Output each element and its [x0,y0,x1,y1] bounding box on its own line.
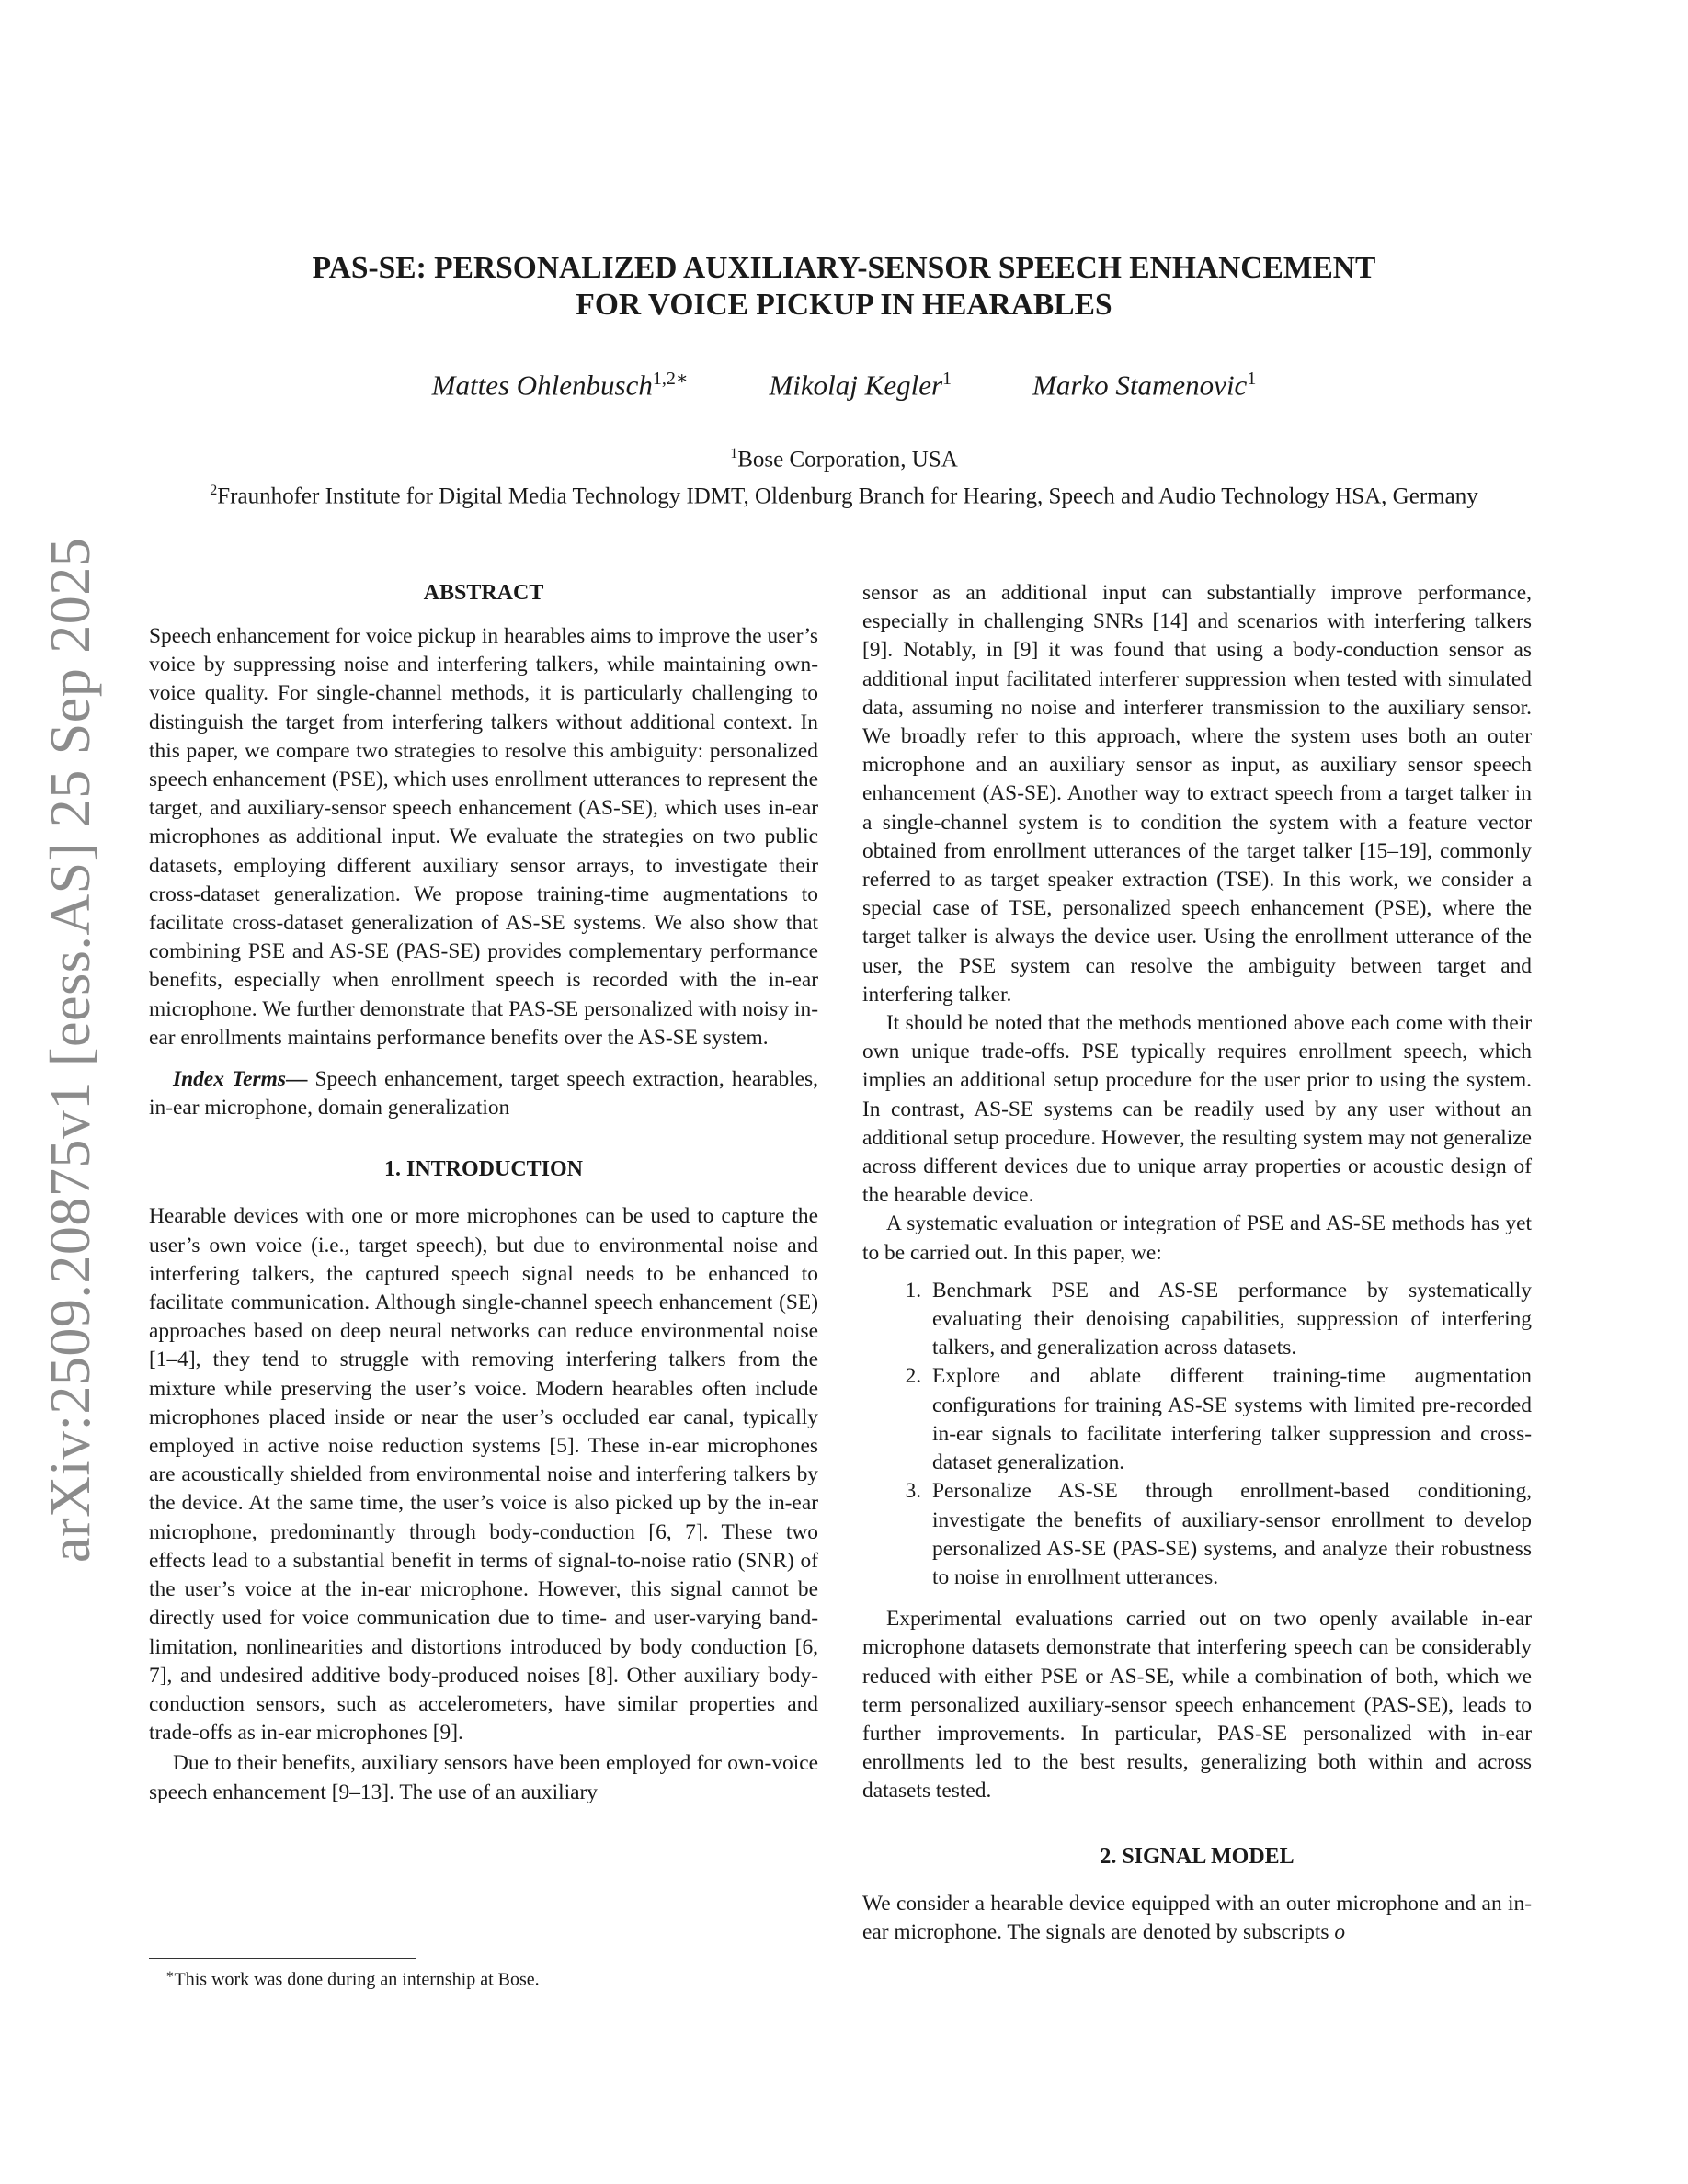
title-line-1: PAS-SE: PERSONALIZED AUXILIARY-SENSOR SPEECH ENHANCEMENT [312,251,1376,285]
list-item: 2. Explore and ablate different training-time augmentation configurations for training AS-SE systems with limited pre-recorded in-ear signals to facilitate interfering talker suppression and cross-dataset generalization. [927,1362,1532,1477]
list-item: 1. Benchmark PSE and AS-SE performance by systematically evaluating their denoising capabilities, suppression of interfering talkers, and generalization across datasets. [927,1277,1532,1363]
author: Mattes Ohlenbusch$^{1,2∗}$ [431,369,689,402]
footnote: ∗This work was done during an internship at Bose. [165,1968,540,1990]
right-column [862,579,1532,1947]
signal-model-heading: 2. SIGNAL MODEL [1100,1844,1295,1869]
affiliation-2: $^2$Fraunhofer Institute for Digital Media Technology IDMT, Oldenburg Branch for Hearing, Speech and Audio Technology HSA, Germany [210,483,1478,509]
left-column [149,579,818,1807]
author-list [165,360,1523,404]
abstract-text: Speech enhancement for voice pickup in hearables aims to improve the user’s voice by suppressing noise and interfering talkers, while maintaining own-voice quality. For single-channel methods, it is particularly challenging to distinguish the target from interfering talkers without additional context. In this paper, we compare two strategies to resolve this ambiguity: personalized speech enhancement (PSE), which uses enrollment utterances to represent the target, and auxiliary-sensor speech enhancement (AS-SE), which uses in-ear microphones as additional input. We evaluate the strategies on two public datasets, employing different auxiliary sensor arrays, to investigate their cross-dataset generalization. We propose training-time augmentations to facilitate cross-dataset generalization of AS-SE systems. We also show that combining PSE and AS-SE (PAS-SE) provides complementary performance benefits, especially when enrollment speech is recorded with the in-ear microphone. We further demonstrate that PAS-SE personalized with noisy in-ear enrollments maintains performance benefits over the AS-SE system. [149,624,818,1050]
affiliation-1: $^1$Bose Corporation, USA [730,446,958,472]
paper-title [165,250,1523,324]
author: Marko Stamenovic$^1$ [1032,369,1257,402]
list-item: 3. Personalize AS-SE through enrollment-based conditioning, investigate the benefits of auxiliary-sensor enrollment to develop personalized AS-SE (PAS-SE) systems, and analyze their robustness to noise in enrollment utterances. [927,1477,1532,1592]
abstract-heading: ABSTRACT [423,581,544,605]
author: Mikolaj Kegler$^1$ [769,369,952,402]
footnote-rule [149,1958,416,1959]
intro-paragraph-4: It should be noted that the methods mentioned above each come with their own unique trade-offs. PSE typically requires enrollment speech, which implies an additional setup procedure for the user prior to using the system. In contrast, AS-SE systems can be readily used by any user without an additional setup procedure. However, the resulting system may not generalize across different devices due to unique array properties or acoustic design of the hearable device. [862,1011,1532,1208]
intro-paragraph-5: A systematic evaluation or integration of PSE and AS-SE methods has yet to be carried out. In this paper, we: [862,1211,1532,1265]
signal-model-text: We consider a hearable device equipped with an outer microphone and an in-ear microphone. The signals are denoted by subscripts o [862,1891,1532,1944]
index-terms: Index Terms— Speech enhancement, target speech extraction, hearables, in-ear microphone, domain generalization [149,1067,818,1120]
intro-paragraph-6: Experimental evaluations carried out on two openly available in-ear microphone datasets demonstrate that interfering speech can be considerably reduced with either PSE or AS-SE, while a combination of both, which we term personalized auxiliary-sensor speech enhancement (PAS-SE), leads to further improvements. In particular, PAS-SE personalized with in-ear enrollments led to the best results, generalizing both within and across datasets tested. [862,1607,1532,1803]
intro-heading: 1. INTRODUCTION [383,1157,584,1182]
title-line-2: FOR VOICE PICKUP IN HEARABLES [576,288,1112,322]
contribution-list [862,1277,1532,1592]
arxiv-stamp: arXiv:2509.20875v1 [eess.AS] 25 Sep 2025 [40,537,102,1563]
intro-paragraph-1: Hearable devices with one or more microphones can be used to capture the user’s own voice (i.e., target speech), but due to environmental noise and interfering talkers, the captured speech signal needs to be enhanced to facilitate communication. Although single-channel speech enhancement (SE) approaches based on deep neural networks can reduce environmental noise [1–4], they tend to struggle with removing interfering talkers from the mixture while preserving the user’s voice. Modern hearables often include microphones placed inside or near the user’s occluded ear canal, typically employed in active noise reduction systems [5]. These in-ear microphones are acoustically shielded from environmental noise and interfering talkers by the device. At the same time, the user’s voice is also picked up by the in-ear microphone, predominantly through body-conduction [6, 7]. These two effects lead to a substantial benefit in terms of signal-to-noise ratio (SNR) of the user’s voice at the in-ear microphone. However, this signal cannot be directly used for voice communication due to time- and user-varying band-limitation, nonlinearities and distortions introduced by body conduction [6, 7], and undesired additive body-produced noises [8]. Other auxiliary body-conduction sensors, such as accelerometers, have similar properties and trade-offs as in-ear microphones [9]. [149,1204,818,1746]
intro-paragraph-3: sensor as an additional input can substantially improve performance, especially in challenging SNRs [14] and scenarios with interfering talkers [9]. Notably, in [9] it was found that using a body-conduction sensor as additional input facilitated interferer suppression when tested with simulated data, assuming no noise and interferer transmission to the auxiliary sensor. We broadly refer to this approach, where the system uses both an outer microphone and an auxiliary sensor as input, as auxiliary sensor speech enhancement (AS-SE). Another way to extract speech from a target talker in a single-channel system is to condition the system with a feature vector obtained from enrollment utterances of the target talker [15–19], commonly referred to as target speaker extraction (TSE). In this work, we consider a special case of TSE, personalized speech enhancement (PSE), where the target talker is always the device user. Using the enrollment utterance of the user, the PSE system can resolve the ambiguity between target and interfering talker. [862,581,1532,1007]
intro-paragraph-2: Due to their benefits, auxiliary sensors have been employed for own-voice speech enhancement [9–13]. The use of an auxiliary [149,1751,818,1804]
